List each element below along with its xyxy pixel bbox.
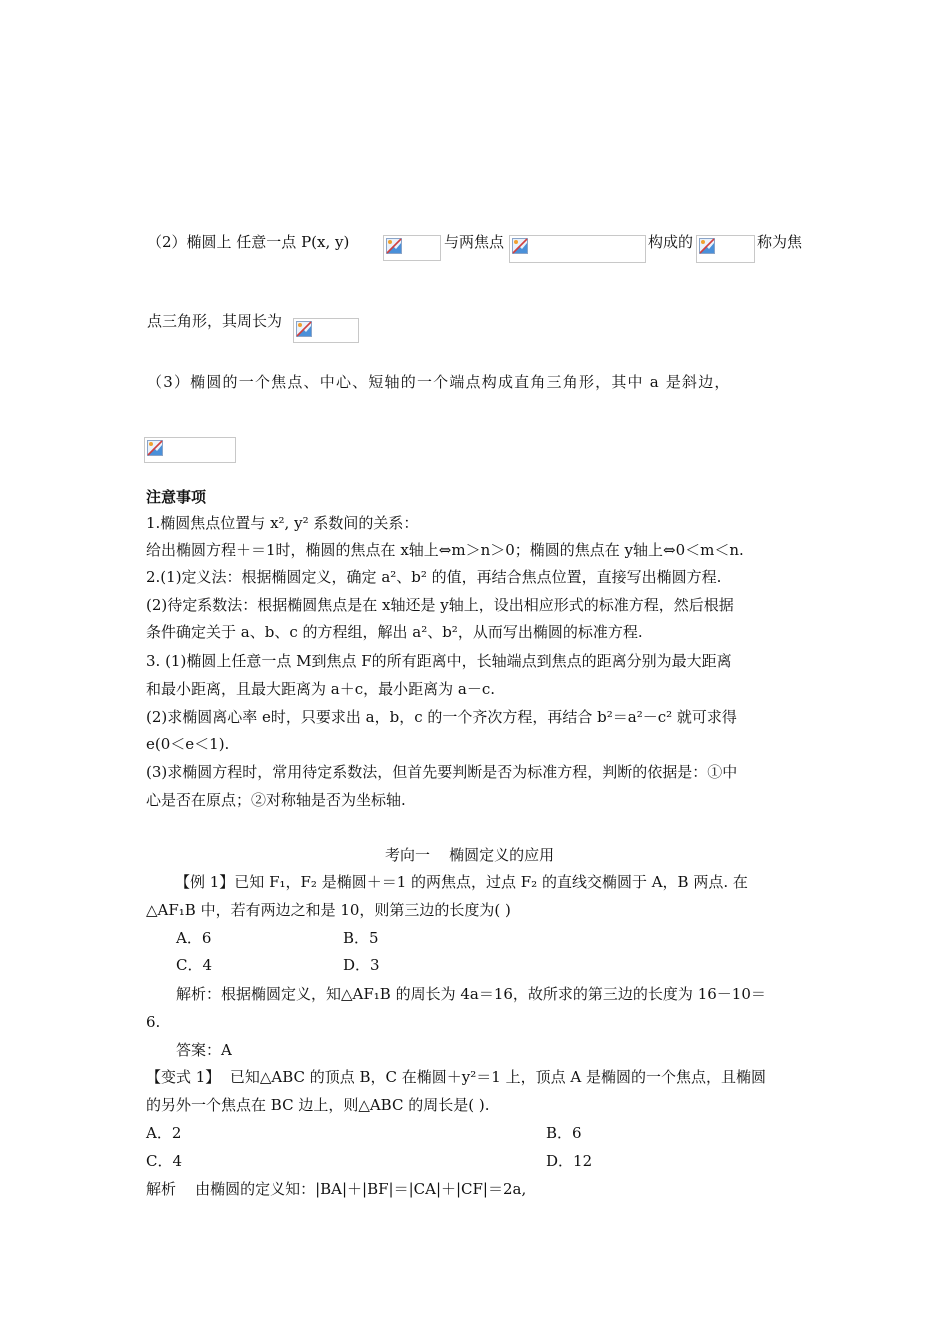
formula-image (383, 235, 441, 261)
note-3c: (2)求椭圆离心率 e时，只要求出 a，b，c 的一个齐次方程，再结合 b²＝a²－c² 就可求得 (146, 708, 737, 726)
variant-option-d: D．12 (546, 1152, 593, 1170)
formula-image (144, 437, 236, 463)
variant-solution: 解析 由椭圆的定义知：|BA|＋|BF|＝|CA|＋|CF|＝2a, (146, 1180, 527, 1198)
variant-option-b: B．6 (546, 1124, 582, 1142)
variant-option-c: C．4 (146, 1152, 183, 1170)
option-c: C．4 (176, 956, 213, 974)
notes-heading: 注意事项 (146, 488, 207, 506)
broken-image-icon (386, 238, 402, 254)
formula-image (696, 235, 755, 263)
formula-image (509, 235, 646, 263)
note-2c: 条件确定关于 a、b、c 的方程组，解出 a²、b²，从而写出椭圆的标准方程. (146, 623, 643, 641)
answer-1: 答案：A (176, 1041, 232, 1059)
variant-1: 【变式 1】 已知△ABC 的顶点 B，C 在椭圆＋y²＝1 上，顶点 A 是椭圆的一个焦点，且椭圆 (146, 1068, 766, 1086)
note-3d: e(0＜e＜1). (146, 735, 230, 753)
example-1: 【例 1】已知 F₁，F₂ 是椭圆＋＝1 的两焦点，过点 F₂ 的直线交椭圆于 A，B 两点. 在 (175, 873, 748, 891)
option-d: D．3 (343, 956, 380, 974)
broken-image-icon (512, 238, 528, 254)
note-1b: 给出椭圆方程＋＝1时，椭圆的焦点在 x轴上⇔m＞n＞0；椭圆的焦点在 y轴上⇔0＜m＜n. (146, 541, 744, 559)
option-b: B．5 (343, 929, 379, 947)
intro-line-1b: 与两焦点 (444, 233, 505, 251)
note-2: 2.(1)定义法：根据椭圆定义，确定 a²、b² 的值，再结合焦点位置，直接写出椭圆方程. (146, 568, 722, 586)
solution-1b: 6. (146, 1013, 161, 1031)
note-3: 3. (1)椭圆上任意一点 M到焦点 F的所有距离中，长轴端点到焦点的距离分别为最大距离 (146, 652, 732, 670)
note-3f: 心是否在原点；②对称轴是否为坐标轴. (146, 791, 406, 809)
note-3e: (3)求椭圆方程时，常用待定系数法，但首先要判断是否为标准方程，判断的依据是：①中 (146, 763, 738, 781)
formula-image (293, 318, 359, 343)
note-1: 1.椭圆焦点位置与 x², y² 系数间的关系： (146, 514, 419, 532)
intro-line-2: 点三角形，其周长为 (147, 312, 283, 330)
note-3b: 和最小距离，且最大距离为 a＋c，最小距离为 a－c. (146, 680, 495, 698)
broken-image-icon (147, 440, 163, 456)
intro-line-3: （3）椭圆的一个焦点、中心、短轴的一个端点构成直角三角形，其中 a 是斜边， (147, 373, 731, 391)
broken-image-icon (296, 321, 312, 337)
intro-line-1c: 构成的 (648, 233, 694, 251)
variant-1b: 的另外一个焦点在 BC 边上，则△ABC 的周长是( ). (146, 1096, 490, 1114)
solution-1: 解析：根据椭圆定义，知△AF₁B 的周长为 4a＝16，故所求的第三边的长度为 16－10＝ (176, 985, 766, 1003)
intro-line-1a: （2）椭圆上 任意一点 P(x, y) (147, 233, 350, 251)
variant-option-a: A．2 (146, 1124, 182, 1142)
note-2b: (2)待定系数法：根据椭圆焦点是在 x轴还是 y轴上，设出相应形式的标准方程，然后根据 (146, 596, 734, 614)
intro-line-1d: 称为焦 (757, 233, 803, 251)
section-title: 考向一 椭圆定义的应用 (385, 846, 555, 864)
broken-image-icon (699, 238, 715, 254)
option-a: A．6 (176, 929, 212, 947)
example-1b: △AF₁B 中，若有两边之和是 10，则第三边的长度为( ) (146, 901, 511, 919)
